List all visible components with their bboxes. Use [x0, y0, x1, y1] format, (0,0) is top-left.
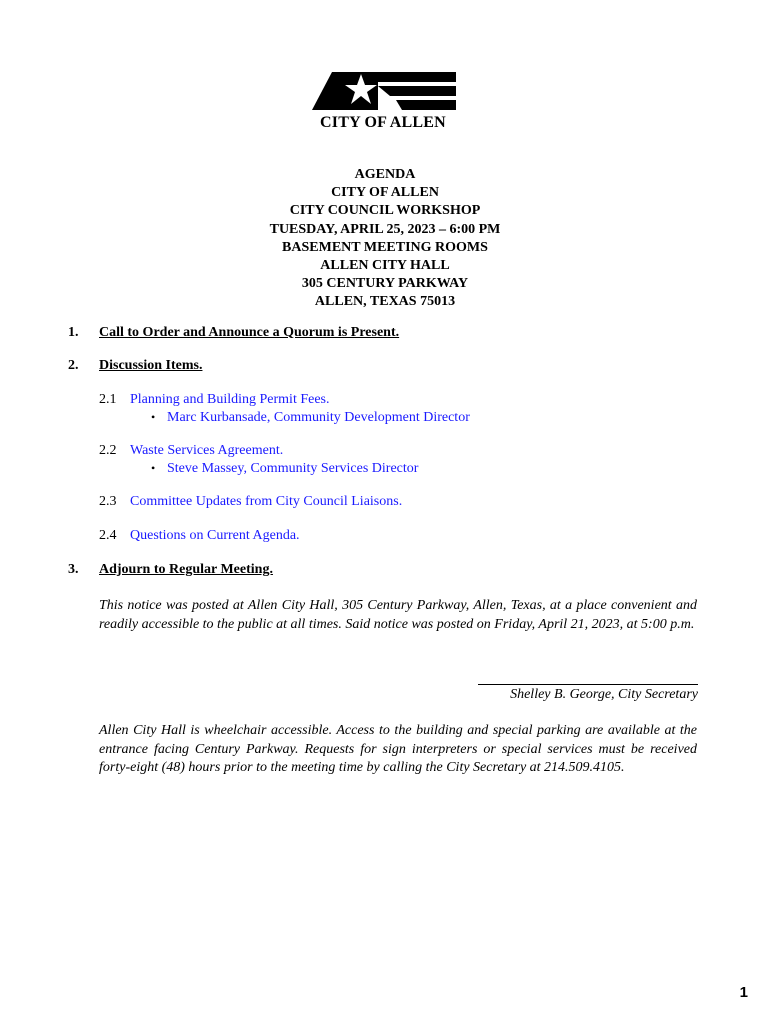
header-line: 305 CENTURY PARKWAY — [301, 276, 469, 292]
subitem-2-1[interactable] — [99, 392, 330, 408]
subitem-2-4[interactable] — [99, 528, 300, 544]
presenter-name[interactable]: Steve Massey, Community Services Director — [167, 461, 419, 476]
subitem-link[interactable]: Planning and Building Permit Fees. — [130, 392, 330, 407]
subitem-number: 2.2 — [99, 443, 117, 458]
header-line: TUESDAY, APRIL 25, 2023 – 6:00 PM — [269, 221, 501, 237]
logo-text: CITY OF ALLEN — [320, 114, 446, 131]
item-title: Discussion Items. — [99, 358, 203, 373]
header-line: ALLEN, TEXAS 75013 — [314, 294, 456, 310]
header-line: CITY COUNCIL WORKSHOP — [289, 203, 481, 219]
header-line: ALLEN CITY HALL — [320, 258, 450, 274]
bullet-icon: • — [151, 461, 156, 475]
subitem-link[interactable]: Waste Services Agreement. — [130, 443, 284, 458]
subitem-link[interactable]: Questions on Current Agenda. — [130, 528, 300, 543]
item-number: 1. — [68, 325, 79, 340]
signature-line — [478, 684, 698, 685]
bullet-icon: • — [151, 410, 156, 424]
subitem-2-2[interactable] — [99, 443, 283, 459]
header-line: AGENDA — [354, 167, 416, 182]
header-line: BASEMENT MEETING ROOMS — [282, 239, 488, 255]
subitem-number: 2.4 — [99, 528, 117, 543]
item-number: 3. — [68, 562, 79, 577]
subitem-link[interactable]: Committee Updates from City Council Liaisons. — [130, 494, 403, 509]
subitem-number: 2.3 — [99, 494, 117, 509]
page-number: 1 — [739, 984, 748, 1001]
subitem-2-2-presenter — [151, 461, 418, 477]
signature-name: Shelley B. George, City Secretary — [510, 687, 698, 702]
presenter-name[interactable]: Marc Kurbansade, Community Development Director — [167, 410, 470, 425]
subitem-2-3[interactable] — [99, 494, 402, 510]
subitem-2-1-presenter — [151, 410, 470, 426]
posting-notice: This notice was posted at Allen City Hall, 305 Century Parkway, Allen, Texas, at a place convenient and readily accessible to the public at all times. Said notice was posted on Friday, April 21, 2023, at 5:00 p.m. — [99, 598, 697, 632]
item-title: Adjourn to Regular Meeting. — [99, 562, 273, 577]
item-number: 2. — [68, 358, 79, 373]
header-line: CITY OF ALLEN — [331, 185, 439, 201]
item-title: Call to Order and Announce a Quorum is Present. — [99, 325, 400, 340]
accessibility-notice: Allen City Hall is wheelchair accessible. Access to the building and special parking are available at the entrance facing Century Parkway. Requests for sign interpreters or special services must be received forty-eight (48) hours prior to the meeting time by calling the City Secretary at 214.509.4105. — [99, 723, 697, 775]
subitem-number: 2.1 — [99, 392, 117, 407]
agenda-header — [0, 166, 770, 312]
